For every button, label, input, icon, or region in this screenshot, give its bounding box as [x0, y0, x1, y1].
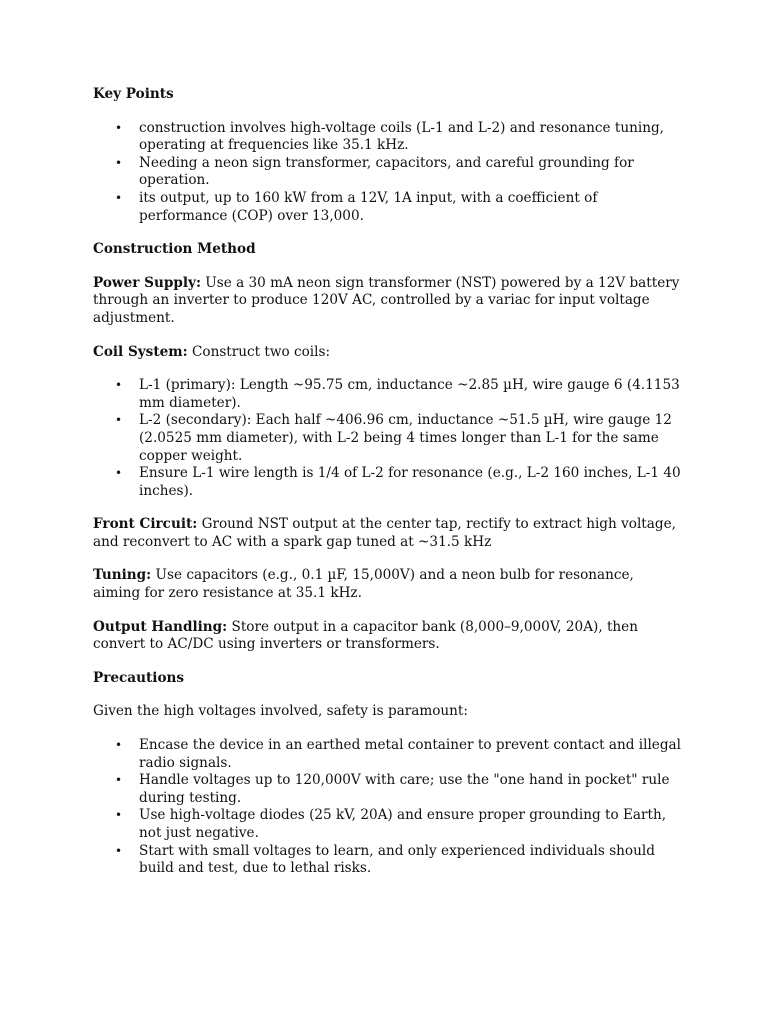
bullet-icon: •	[115, 773, 123, 788]
list-item	[93, 737, 683, 772]
list-item-text: L-2 (secondary): Each half ~406.96 cm, inductance ~51.5 µH, wire gauge 12 (2.0525 mm diameter), with L-2 being 4 times longer than L-1 for the same copper weight.	[139, 412, 672, 464]
bullet-icon: •	[115, 155, 123, 170]
key-points-list	[93, 120, 683, 226]
list-item	[93, 377, 683, 412]
coil-system-label: Coil System:	[93, 343, 188, 360]
power-supply-label: Power Supply:	[93, 274, 201, 291]
power-supply-text: Use a 30 mA neon sign transformer (NST) powered by a 12V battery through an inverter to produce 120V AC, controlled by a variac for input voltage adjustment.	[93, 274, 680, 326]
precautions-list	[93, 737, 683, 878]
list-item-text: Handle voltages up to 120,000V with care; use the "one hand in pocket" rule during testing.	[139, 772, 670, 806]
key-points-heading: Key Points	[93, 86, 174, 102]
bullet-icon: •	[115, 120, 123, 135]
list-item	[93, 465, 683, 500]
list-item	[93, 190, 683, 225]
front-circuit-text: Ground NST output at the center tap, rectify to extract high voltage, and reconvert to AC with a spark gap tuned at ~31.5 kHz	[93, 516, 676, 550]
list-item-text: Use high-voltage diodes (25 kV, 20A) and ensure proper grounding to Earth, not just negative.	[139, 807, 667, 841]
list-item	[93, 120, 683, 155]
front-circuit-paragraph	[93, 516, 683, 551]
document-page	[93, 86, 683, 894]
front-circuit-label: Front Circuit:	[93, 516, 198, 533]
list-item-text: L-1 (primary): Length ~95.75 cm, inductance ~2.85 µH, wire gauge 6 (4.1153 mm diameter).	[139, 377, 680, 411]
list-item-text: Start with small voltages to learn, and only experienced individuals should build and test, due to lethal risks.	[139, 842, 655, 877]
list-item-text: its output, up to 160 kW from a 12V, 1A input, with a coefficient of performance (COP) over 13,000.	[139, 189, 598, 224]
coil-system-text: Construct two coils:	[187, 343, 331, 360]
list-item-text: Encase the device in an earthed metal container to prevent contact and illegal radio signals.	[139, 737, 681, 771]
tuning-label: Tuning:	[93, 567, 152, 584]
list-item	[93, 155, 683, 190]
list-item	[93, 843, 683, 878]
coil-system-paragraph	[93, 344, 683, 362]
list-item	[93, 807, 683, 842]
list-item-text: construction involves high-voltage coils (L-1 and L-2) and resonance tuning, operating at frequencies like 35.1 kHz.	[139, 119, 664, 154]
bullet-icon: •	[115, 190, 123, 205]
bullet-icon: •	[115, 413, 123, 428]
output-handling-label: Output Handling:	[93, 618, 228, 635]
bullet-icon: •	[115, 843, 123, 858]
bullet-icon: •	[115, 466, 123, 481]
power-supply-paragraph	[93, 275, 683, 328]
tuning-paragraph	[93, 567, 683, 602]
list-item	[93, 412, 683, 465]
construction-method-heading: Construction Method	[93, 241, 256, 258]
list-item-text: Needing a neon sign transformer, capacitors, and careful grounding for operation.	[139, 154, 634, 189]
precautions-heading: Precautions	[93, 669, 185, 686]
output-handling-text: Store output in a capacitor bank (8,000–9,000V, 20A), then convert to AC/DC using inverters or transformers.	[93, 618, 638, 653]
list-item	[93, 772, 683, 807]
bullet-icon: •	[115, 378, 123, 393]
bullet-icon: •	[115, 808, 123, 823]
precautions-intro: Given the high voltages involved, safety is paramount:	[93, 703, 468, 720]
tuning-text: Use capacitors (e.g., 0.1 µF, 15,000V) and a neon bulb for resonance, aiming for zero resistance at 35.1 kHz.	[93, 567, 634, 602]
coil-system-list	[93, 377, 683, 500]
list-item-text: Ensure L-1 wire length is 1/4 of L-2 for resonance (e.g., L-2 160 inches, L-1 40 inches).	[139, 465, 681, 499]
bullet-icon: •	[115, 738, 123, 753]
output-handling-paragraph	[93, 619, 683, 654]
